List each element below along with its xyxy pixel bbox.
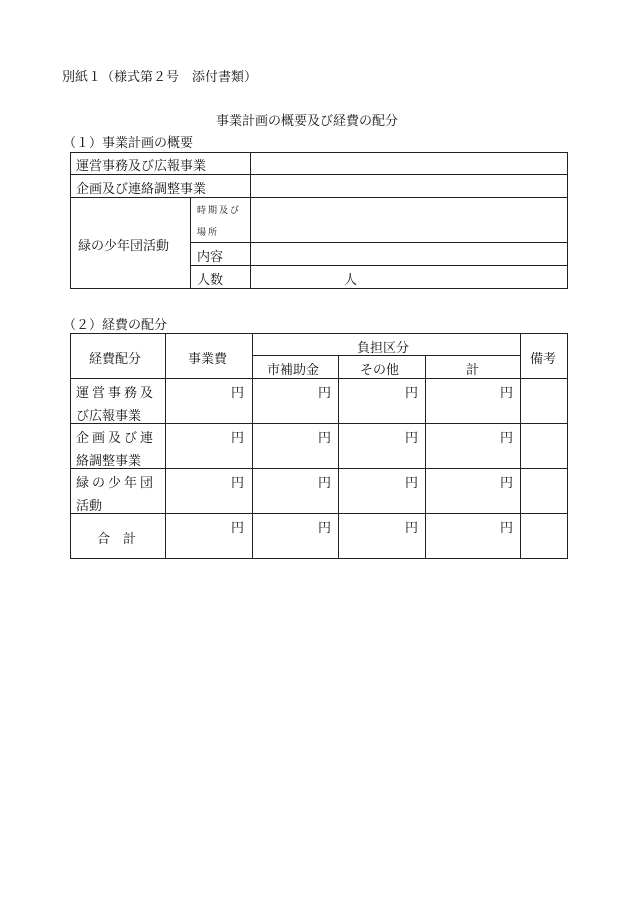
section2-heading: （２）経費の配分 — [63, 318, 168, 333]
attachment-note: 別紙１（様式第２号 添付書類） — [62, 70, 258, 85]
expense-row-label-line2: 絡調整事業 — [76, 454, 142, 469]
header-other: その他 — [360, 363, 400, 378]
header-burden-group: 負担区分 — [357, 341, 410, 356]
yen-unit: 円 — [500, 476, 514, 491]
header-remarks: 備考 — [530, 352, 557, 367]
yen-unit: 円 — [500, 386, 514, 401]
document-title: 事業計画の概要及び経費の配分 — [216, 114, 399, 129]
yen-unit: 円 — [318, 386, 332, 401]
yen-unit: 円 — [318, 476, 332, 491]
yen-unit: 円 — [405, 386, 419, 401]
header-city-subsidy: 市補助金 — [267, 363, 320, 378]
yen-unit: 円 — [318, 431, 332, 446]
overview-row-label: 運営事務及び広報事業 — [76, 159, 207, 174]
expense-row-label-line2: 活動 — [76, 499, 103, 514]
expense-row-label-line1: 緑の少年団 — [76, 476, 157, 491]
yen-unit: 円 — [231, 386, 245, 401]
yen-unit: 円 — [231, 476, 245, 491]
period-place-label-line2: 場所 — [197, 228, 220, 238]
total-row-label: 合 計 — [97, 532, 137, 547]
yen-unit: 円 — [318, 521, 332, 536]
yen-unit: 円 — [500, 521, 514, 536]
activity-label: 緑の少年団活動 — [78, 239, 170, 254]
expense-row-label-line1: 企画及び連 — [76, 431, 157, 446]
expense-row-label-line2: び広報事業 — [76, 409, 142, 424]
header-total: 計 — [466, 363, 480, 378]
yen-unit: 円 — [405, 521, 419, 536]
headcount-unit: 人 — [344, 273, 358, 288]
headcount-label: 人数 — [197, 273, 224, 288]
period-place-label-line1: 時期及び — [197, 206, 242, 216]
header-project-cost: 事業費 — [188, 352, 228, 367]
header-category: 経費配分 — [89, 352, 142, 367]
yen-unit: 円 — [500, 431, 514, 446]
overview-row-label: 企画及び連絡調整事業 — [76, 182, 207, 197]
content-label: 内容 — [197, 250, 224, 265]
yen-unit: 円 — [231, 431, 245, 446]
expense-row-label-line1: 運営事務及 — [76, 386, 157, 401]
yen-unit: 円 — [405, 431, 419, 446]
yen-unit: 円 — [405, 476, 419, 491]
section1-heading: （１）事業計画の概要 — [63, 136, 194, 151]
yen-unit: 円 — [231, 521, 245, 536]
